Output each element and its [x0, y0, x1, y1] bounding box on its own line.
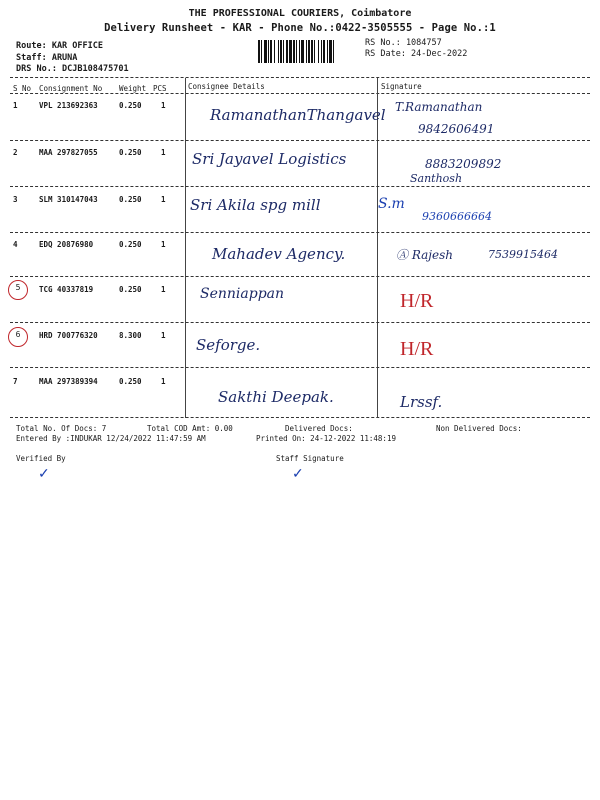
barcode-bar [306, 40, 307, 63]
col-pcs: PCS [153, 84, 167, 93]
non-delivered-docs: Non Delivered Docs: [436, 424, 522, 433]
rs-date: RS Date: 24-Dec-2022 [365, 49, 468, 59]
row-weight: 8.300 [119, 331, 142, 340]
barcode-bar [318, 40, 319, 63]
row-rule [10, 140, 590, 141]
row-sno-circle [8, 327, 28, 347]
row-signature: Ⓐ Rajesh [396, 248, 453, 262]
row-consignee-handwriting: Mahadev Agency. [212, 245, 346, 263]
row-weight: 0.250 [119, 285, 142, 294]
row-signature-phone: 7539915464 [488, 248, 558, 261]
row-weight: 0.250 [119, 240, 142, 249]
barcode-bar [299, 40, 300, 63]
col-sno: S No [13, 84, 32, 93]
row-consignee-handwriting: Sakthi Deepak. [218, 388, 334, 406]
row-signature: T.Ramanathan [395, 100, 483, 114]
delivered-docs: Delivered Docs: [285, 424, 353, 433]
row-signature-phone: 9360666664 [422, 210, 492, 223]
row-signature: S.m [378, 196, 405, 212]
row-consignment-no: TCG 40337819 [39, 285, 94, 294]
barcode-bar [286, 40, 288, 63]
row-signature-hr-mark: H/R [400, 290, 434, 312]
row-consignment-no: MAA 297827055 [39, 148, 98, 157]
barcode-bar [323, 40, 325, 63]
row-consignee-handwriting: Sri Jayavel Logistics [192, 150, 347, 168]
barcode-bar [268, 40, 269, 63]
row-pcs: 1 [161, 148, 166, 157]
col-consignment: Consignment No [39, 84, 103, 93]
staff-label: Staff: ARUNA [16, 53, 78, 63]
row-pcs: 1 [161, 195, 166, 204]
verified-tick-mark: ✓ [38, 466, 50, 482]
row-consignment-no: SLM 310147043 [39, 195, 98, 204]
verified-by-label: Verified By [16, 454, 66, 463]
drs-number: DRS No.: DCJB108475701 [16, 64, 129, 74]
table-header-rule [10, 93, 590, 94]
barcode-bar [296, 40, 297, 63]
printed-on: Printed On: 24-12-2022 11:48:19 [256, 434, 396, 443]
col-weight: Weight [119, 84, 147, 93]
route-label: Route: KAR OFFICE [16, 41, 103, 51]
barcode-bar [270, 40, 272, 63]
barcode-bar [293, 40, 295, 63]
total-cod-amount: Total COD Amt: 0.00 [147, 424, 233, 433]
row-rule [10, 232, 590, 233]
entered-by: Entered By :INDUKAR 12/24/2022 11:47:59 AM [16, 434, 206, 443]
barcode-bar [289, 40, 292, 63]
row-rule [10, 276, 590, 277]
barcode-bar [327, 40, 328, 63]
row-rule [10, 367, 590, 368]
row-signature: Lrssf. [400, 393, 443, 411]
row-consignment-no: EDQ 20876980 [39, 240, 94, 249]
barcode-bar [333, 40, 334, 63]
barcode-bar [258, 40, 260, 63]
col-consignee: Consignee Details [188, 82, 265, 91]
row-sno: 4 [13, 240, 18, 249]
row-pcs: 1 [161, 101, 166, 110]
row-sno: 7 [13, 377, 18, 386]
runsheet-subtitle: Delivery Runsheet - KAR - Phone No.:0422-3505555 - Page No.:1 [104, 22, 496, 34]
row-weight: 0.250 [119, 195, 142, 204]
row-consignment-no: HRD 700776320 [39, 331, 98, 340]
row-sno: 6 [15, 330, 21, 339]
row-signature-hr-mark: H/R [400, 338, 434, 360]
barcode-bar [314, 40, 315, 63]
row-signature: Santhosh [410, 172, 463, 185]
row-sno: 5 [15, 283, 21, 292]
row-consignee-handwriting: Senniappan [200, 286, 285, 302]
staff-signature-label: Staff Signature [276, 454, 344, 463]
barcode-image [258, 40, 360, 63]
barcode-bar [274, 40, 275, 63]
barcode-bar [311, 40, 313, 63]
barcode-bar [329, 40, 332, 63]
col-signature: Signature [381, 82, 422, 91]
row-sno: 3 [13, 195, 18, 204]
row-pcs: 1 [161, 285, 166, 294]
row-pcs: 1 [161, 377, 166, 386]
barcode-bar [321, 40, 322, 63]
barcode-bar [278, 40, 279, 63]
row-signature-phone: 9842606491 [418, 122, 495, 136]
row-rule [10, 322, 590, 323]
row-consignee-handwriting: Seforge. [196, 336, 261, 354]
barcode-bar [280, 40, 282, 63]
row-pcs: 1 [161, 331, 166, 340]
row-weight: 0.250 [119, 101, 142, 110]
row-sno: 1 [13, 101, 18, 110]
row-consignment-no: MAA 297389394 [39, 377, 98, 386]
row-sno: 2 [13, 148, 18, 157]
rs-number: RS No.: 1084757 [365, 38, 442, 48]
row-sno-circle [8, 280, 28, 300]
row-rule [10, 186, 590, 187]
total-docs: Total No. Of Docs: 7 [16, 424, 107, 433]
row-weight: 0.250 [119, 377, 142, 386]
barcode-bar [261, 40, 262, 63]
barcode-bar [283, 40, 284, 63]
barcode-bar [264, 40, 267, 63]
row-pcs: 1 [161, 240, 166, 249]
row-consignment-no: VPL 213692363 [39, 101, 98, 110]
row-consignee-handwriting: Sri Akila spg mill [190, 196, 321, 214]
staff-signature-tick-mark: ✓ [292, 466, 304, 482]
row-weight: 0.250 [119, 148, 142, 157]
table-top-rule [10, 77, 590, 78]
row-consignee-handwriting: RamanathanThangavel [210, 106, 386, 124]
row-signature-phone: 8883209892 [425, 157, 502, 171]
table-bottom-rule [10, 417, 590, 418]
barcode-bar [301, 40, 304, 63]
barcode-bar [308, 40, 310, 63]
company-title: THE PROFESSIONAL COURIERS, Coimbatore [188, 8, 412, 19]
